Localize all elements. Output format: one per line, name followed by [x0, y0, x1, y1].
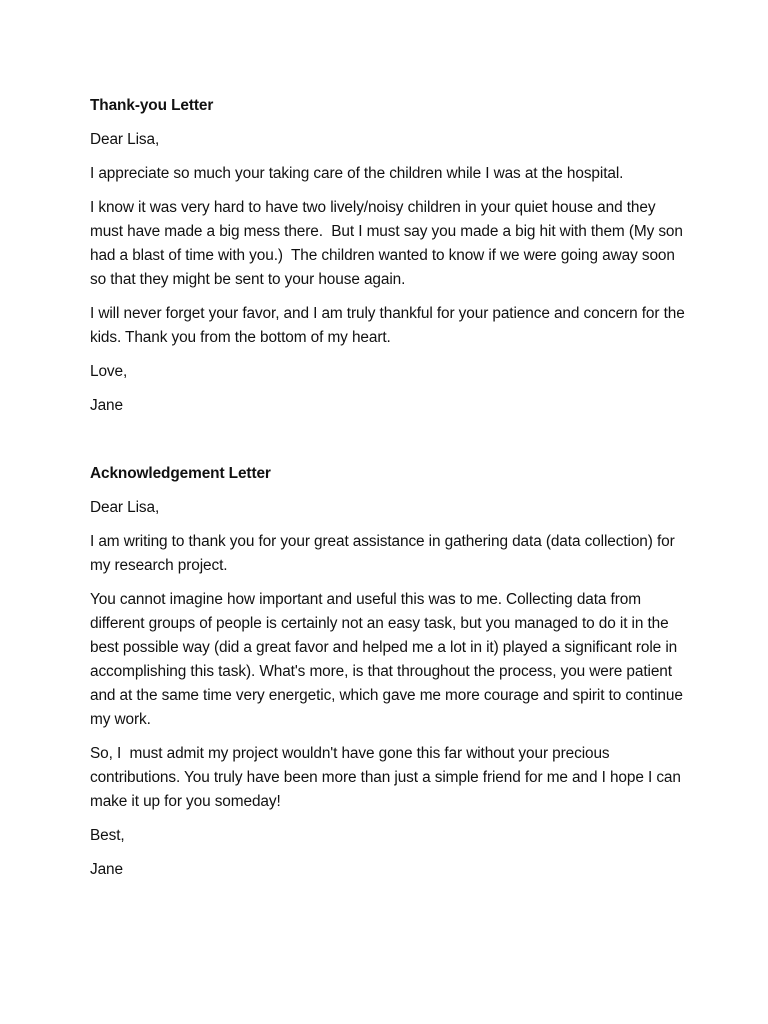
- salutation: Dear Lisa,: [90, 499, 160, 516]
- body-paragraph: So, I must admit my project wouldn't have gone this far without your precious contributions. You truly have been more than just a simple friend for me and I hope I can make it up for you someday!: [90, 745, 686, 810]
- letter-title: Acknowledgement Letter: [90, 465, 271, 482]
- section-spacer: [90, 428, 690, 462]
- acknowledgement-letter: [90, 462, 690, 882]
- closing: Love,: [90, 363, 128, 380]
- signature: Jane: [90, 397, 123, 414]
- body-paragraph: You cannot imagine how important and useful this was to me. Collecting data from different groups of people is certainly not an easy task, but you managed to do it in the best possible way (did a great favor and helped me a lot in it) played a significant role in accomplishing this task). What's more, is that throughout the process, you were patient and at the same time very energetic, which gave me more courage and spirit to continue my work.: [90, 591, 687, 728]
- body-paragraph: I know it was very hard to have two lively/noisy children in your quiet house and they must have made a big mess there. But I must say you made a big hit with them (My son had a blast of time with you.) The children wanted to know if we were going away soon so that they might be sent to your house again.: [90, 199, 688, 288]
- document-page: [90, 94, 690, 892]
- body-paragraph: I will never forget your favor, and I am truly thankful for your patience and concern for the kids. Thank you from the bottom of my heart.: [90, 305, 689, 346]
- closing: Best,: [90, 827, 125, 844]
- letter-title: Thank-you Letter: [90, 97, 214, 114]
- thank-you-letter: [90, 94, 690, 418]
- body-paragraph: I appreciate so much your taking care of the children while I was at the hospital.: [90, 165, 624, 182]
- salutation: Dear Lisa,: [90, 131, 160, 148]
- signature: Jane: [90, 861, 123, 878]
- body-paragraph: I am writing to thank you for your great assistance in gathering data (data collection) for my research project.: [90, 533, 679, 574]
